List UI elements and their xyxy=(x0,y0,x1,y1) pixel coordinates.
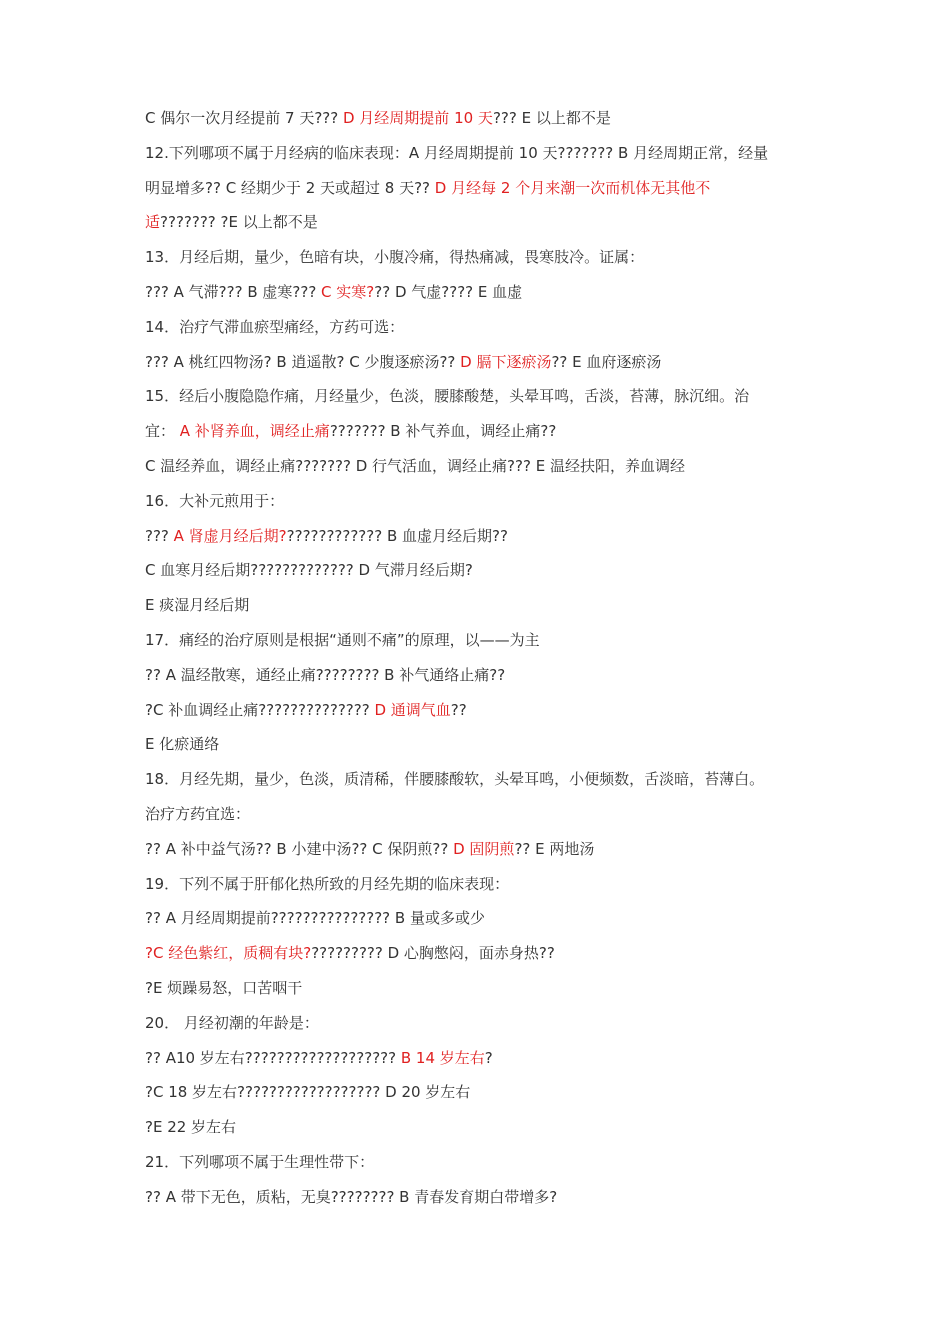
text-line xyxy=(145,658,845,693)
text-segment: 12.下列哪项不属于月经病的临床表现：A 月经周期提前 10 天??????? B 月经周期正常，经量 xyxy=(145,143,769,162)
answer-highlight: B 14 岁左右 xyxy=(400,1048,485,1067)
text-line xyxy=(145,971,845,1006)
text-line xyxy=(145,1075,845,1110)
text-line xyxy=(145,867,845,902)
text-line xyxy=(145,727,845,762)
text-segment: ??? xyxy=(145,526,174,545)
text-line xyxy=(145,553,845,588)
text-line xyxy=(145,936,845,971)
text-line xyxy=(145,1145,845,1180)
text-segment: ?? D 气虚???? E 血虚 xyxy=(374,282,523,301)
answer-highlight: ? xyxy=(145,944,153,963)
text-segment: ?? xyxy=(450,700,467,719)
text-segment: ?? A 温经散寒，通经止痛???????? B 补气通络止痛?? xyxy=(145,665,506,684)
text-segment: 13．月经后期，量少，色暗有块，小腹冷痛，得热痛减，畏寒肢冷。证属： xyxy=(145,248,645,267)
text-line xyxy=(145,345,845,380)
text-segment: ??????? B 补气养血，调经止痛?? xyxy=(329,422,557,441)
text-line xyxy=(145,414,845,449)
answer-highlight: D 通调气血 xyxy=(374,700,451,719)
answer-highlight: D 固阴煎 xyxy=(453,839,515,858)
answer-highlight: A 肾虚月经后期? xyxy=(173,526,287,545)
text-segment: C 血寒月经后期????????????? D 气滞月经后期? xyxy=(145,561,473,580)
answer-highlight: D 膈下逐瘀汤 xyxy=(460,352,552,371)
text-line xyxy=(145,379,845,414)
text-segment: ?E 22 岁左右 xyxy=(145,1118,237,1137)
text-segment: ?? A 月经周期提前??????????????? B 量或多或少 xyxy=(145,909,485,928)
text-line xyxy=(145,171,845,206)
text-line xyxy=(145,101,845,136)
text-segment: ?E 烦躁易怒，口苦咽干 xyxy=(145,978,303,997)
text-segment: 20． 月经初潮的年龄是： xyxy=(145,1013,319,1032)
document-page xyxy=(145,101,845,1215)
text-line xyxy=(145,901,845,936)
text-segment: ??? A 桃红四物汤? B 逍遥散? C 少腹逐瘀汤?? xyxy=(145,352,461,371)
text-line xyxy=(145,519,845,554)
text-segment: ??? A 气滞??? B 虚寒??? xyxy=(145,282,322,301)
answer-highlight: C 实寒? xyxy=(321,282,375,301)
text-segment: ?C 补血调经止痛?????????????? xyxy=(145,700,375,719)
text-line xyxy=(145,693,845,728)
text-line xyxy=(145,1041,845,1076)
text-segment: 16．大补元煎用于： xyxy=(145,491,285,510)
text-line xyxy=(145,484,845,519)
text-line xyxy=(145,449,845,484)
text-segment: 15．经后小腹隐隐作痛，月经量少，色淡，腰膝酸楚，头晕耳鸣，舌淡，苔薄，脉沉细。治 xyxy=(145,387,750,406)
answer-highlight: D 月经周期提前 10 天 xyxy=(342,109,493,127)
text-line xyxy=(145,623,845,658)
text-segment: ?? A 补中益气汤?? B 小建中汤?? C 保阴煎?? xyxy=(145,839,454,858)
text-segment: E 痰湿月经后期 xyxy=(145,596,250,615)
answer-highlight: D 月经每 2 个月来潮一次而机体无其他不 xyxy=(434,178,711,197)
text-segment: ?? E 血府逐瘀汤 xyxy=(551,352,662,371)
text-segment: 17．痛经的治疗原则是根据“通则不痛”的原理，以——为主 xyxy=(145,630,540,649)
text-segment: 明显增多?? C 经期少于 2 天或超过 8 天?? xyxy=(145,178,435,197)
text-segment: C 温经养血，调经止痛??????? D 行气活血，调经止痛??? E 温经扶阳，养血调经 xyxy=(145,456,685,475)
answer-highlight: A 补肾养血，调经止痛 xyxy=(179,422,330,441)
text-segment: ?? A 带下无色，质粘，无臭???????? B 青春发育期白带增多? xyxy=(145,1187,558,1206)
text-segment: ??? E 以上都不是 xyxy=(492,109,611,127)
text-line xyxy=(145,240,845,275)
text-line xyxy=(145,205,845,240)
text-segment: 19．下列不属于肝郁化热所致的月经先期的临床表现： xyxy=(145,874,510,893)
text-segment: ? xyxy=(484,1048,493,1067)
answer-highlight: 适 xyxy=(145,213,161,232)
answer-highlight: C 经色紫红，质稠有块? xyxy=(152,944,312,963)
text-line xyxy=(145,832,845,867)
text-segment: ??????? ?E 以上都不是 xyxy=(160,213,318,232)
text-line xyxy=(145,797,845,832)
text-segment: ???????????? B 血虚月经后期?? xyxy=(286,526,508,545)
text-segment: 宜： xyxy=(145,422,180,441)
text-segment: C 偶尔一次月经提前 7 天??? xyxy=(145,109,343,127)
text-line xyxy=(145,588,845,623)
text-line xyxy=(145,1180,845,1215)
text-line xyxy=(145,136,845,171)
text-segment: E 化瘀通络 xyxy=(145,735,220,754)
text-segment: ?? A10 岁左右??????????????????? xyxy=(145,1048,401,1067)
text-line xyxy=(145,1110,845,1145)
text-segment: ?? E 两地汤 xyxy=(514,839,595,858)
text-segment: 18．月经先期，量少，色淡，质清稀，伴腰膝酸软，头晕耳鸣，小便频数，舌淡暗，苔薄白。 xyxy=(145,770,765,789)
text-segment: 治疗方药宜选： xyxy=(145,804,251,823)
text-segment: ????????? D 心胸憋闷，面赤身热?? xyxy=(311,944,555,963)
text-line xyxy=(145,275,845,310)
text-segment: 14．治疗气滞血瘀型痛经，方药可选： xyxy=(145,317,405,336)
text-line xyxy=(145,1006,845,1041)
text-line xyxy=(145,762,845,797)
text-line xyxy=(145,310,845,345)
text-segment: 21．下列哪项不属于生理性带下： xyxy=(145,1152,375,1171)
text-segment: ?C 18 岁左右?????????????????? D 20 岁左右 xyxy=(145,1083,471,1102)
